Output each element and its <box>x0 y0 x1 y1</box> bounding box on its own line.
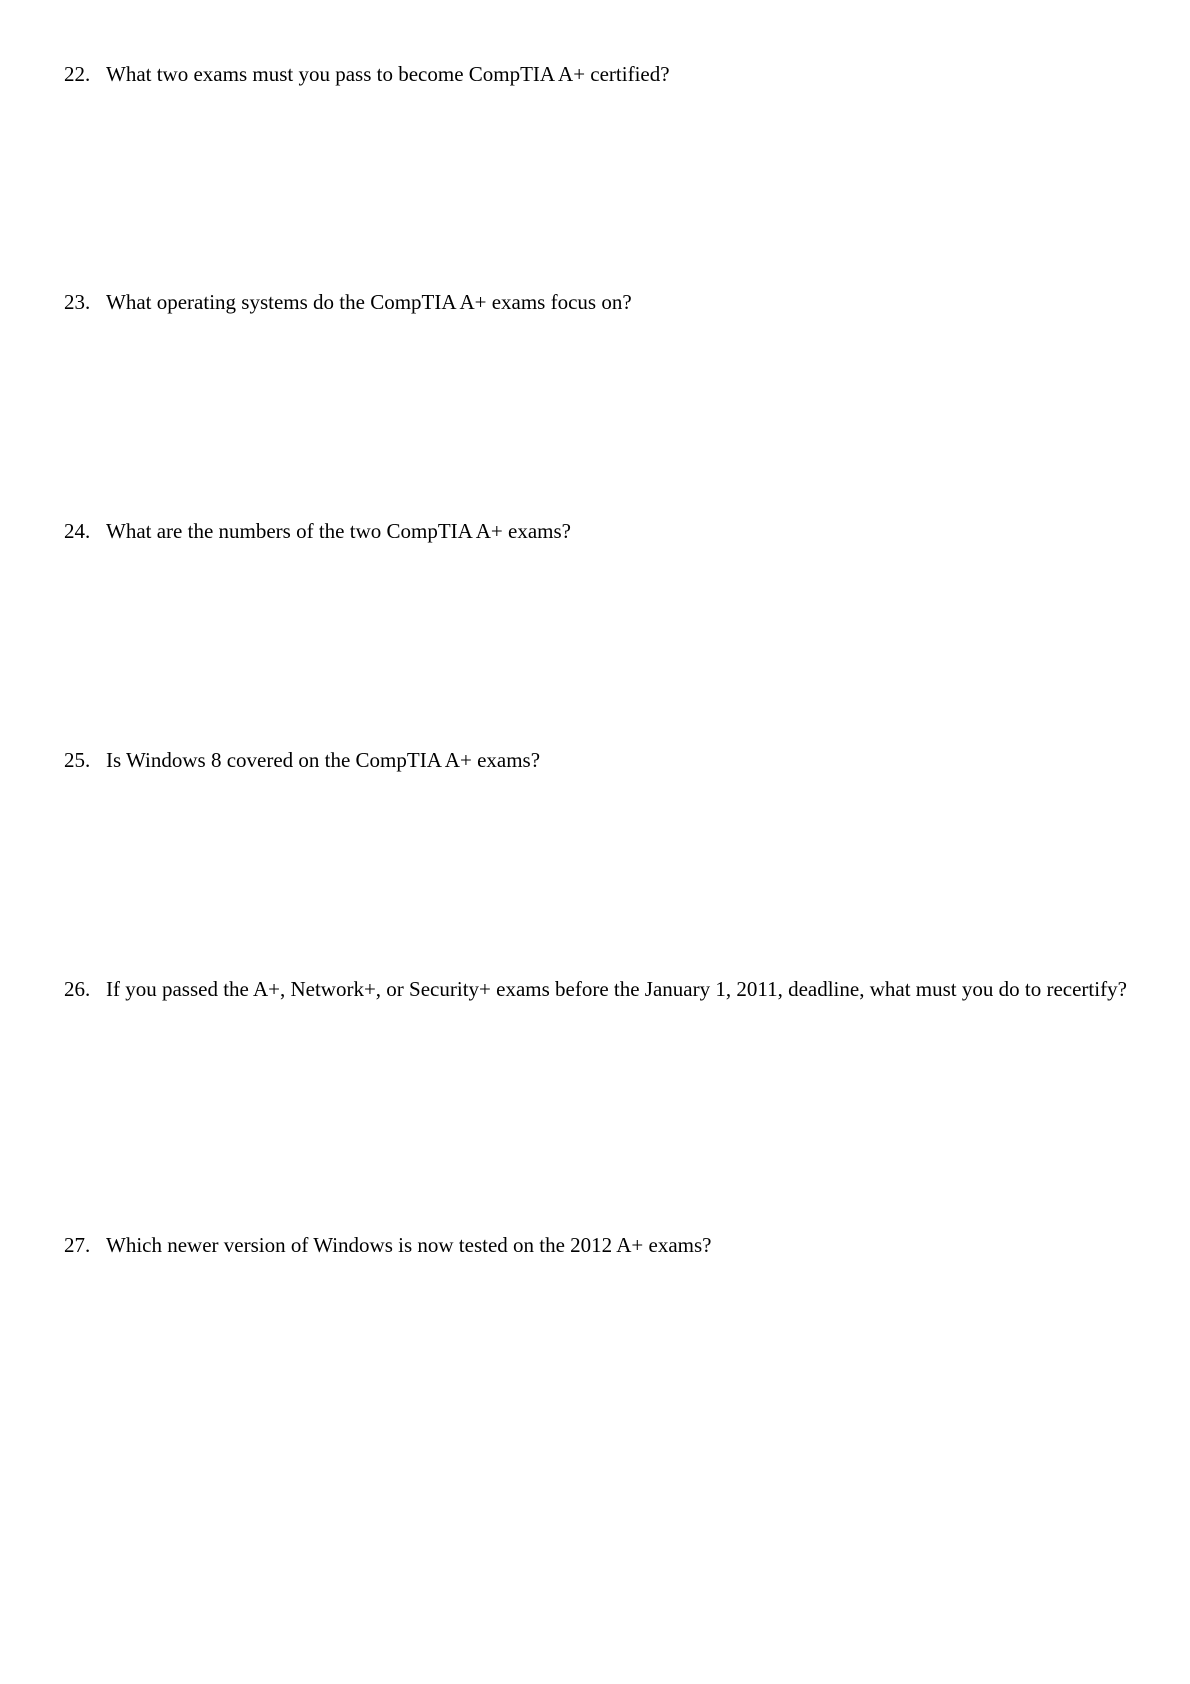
question-27 <box>64 1232 1134 1259</box>
question-22 <box>64 61 1134 88</box>
question-26 <box>64 976 1134 1003</box>
question-text: What operating systems do the CompTIA A+ exams focus on? <box>106 290 632 314</box>
question-number: 26. <box>64 977 91 1001</box>
question-number: 24. <box>64 519 91 543</box>
question-23 <box>64 289 1134 316</box>
question-text: Is Windows 8 covered on the CompTIA A+ exams? <box>106 748 541 772</box>
question-text: What two exams must you pass to become CompTIA A+ certified? <box>106 62 670 86</box>
question-text: Which newer version of Windows is now tested on the 2012 A+ exams? <box>106 1233 712 1257</box>
question-text: What are the numbers of the two CompTIA A+ exams? <box>106 519 571 543</box>
question-text: If you passed the A+, Network+, or Security+ exams before the January 1, 2011, deadline, what must you do to recertify? <box>106 977 1127 1001</box>
question-24 <box>64 518 1134 545</box>
question-25 <box>64 747 1134 774</box>
question-number: 25. <box>64 748 91 772</box>
question-number: 22. <box>64 62 91 86</box>
question-number: 23. <box>64 290 91 314</box>
question-number: 27. <box>64 1233 91 1257</box>
